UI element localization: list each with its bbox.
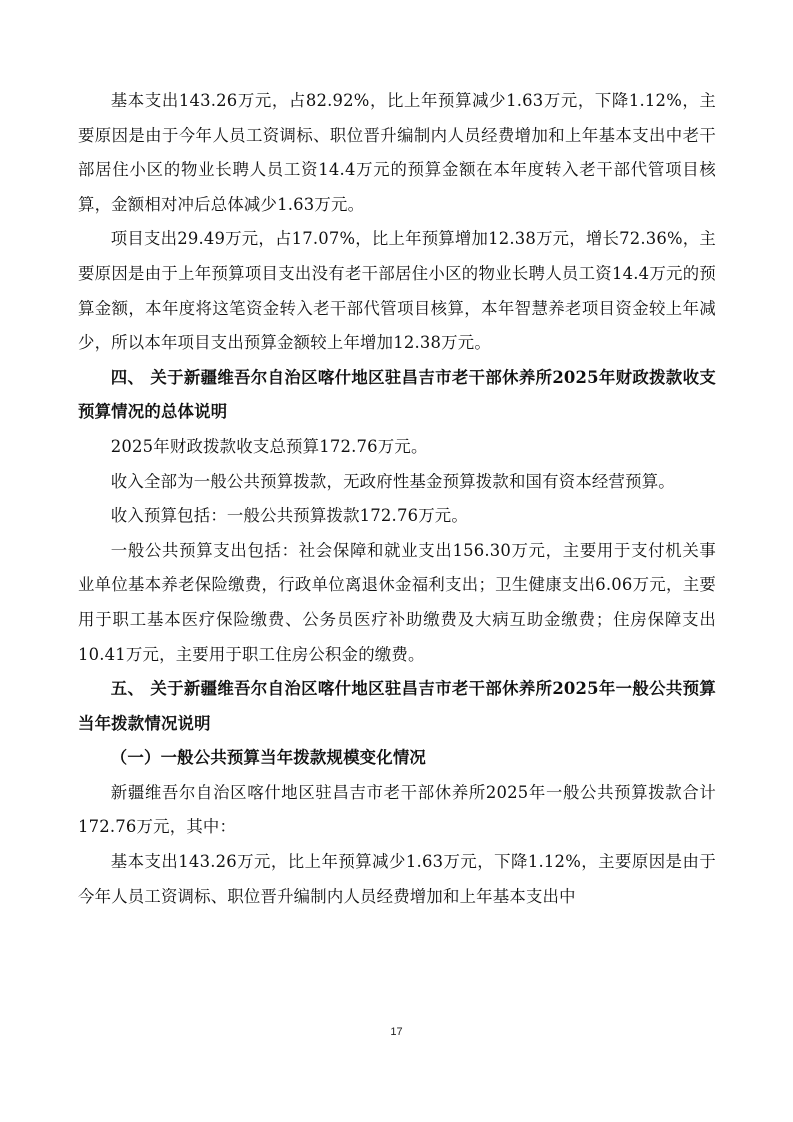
paragraph-income-source: 收入全部为一般公共预算拨款，无政府性基金预算拨款和国有资本经营预算。 bbox=[110, 471, 675, 491]
paragraph-appropriation-total: 新疆维吾尔自治区喀什地区驻昌吉市老干部休养所2025年一般公共预算拨款合计172.76万元，其中： bbox=[78, 782, 716, 837]
document-body bbox=[78, 84, 716, 914]
paragraph-total-budget: 2025年财政拨款收支总预算172.76万元。 bbox=[110, 436, 428, 456]
paragraph-basic-expenditure: 基本支出143.26万元，占82.92%，比上年预算减少1.63万元，下降1.12%，主要原因是由于今年人员工资调标、职位晋升编制内人员经费增加和上年基本支出中老干部居住小区的物业长聘人员工资14.4万元的预算金额在本年度转入老干部代管项目核算，金额相对冲后总体减少1.63万元。 bbox=[78, 91, 716, 214]
paragraph-expenditure-breakdown: 一般公共预算支出包括：社会保障和就业支出156.30万元，主要用于支付机关事业单位基本养老保险缴费，行政单位离退休金福利支出；卫生健康支出6.06万元，主要用于职工基本医疗保险缴费、公务员医疗补助缴费及大病互助金缴费；住房保障支出10.41万元，主要用于职工住房公积金的缴费。 bbox=[78, 540, 716, 664]
paragraph-basic-expenditure-change: 基本支出143.26万元，比上年预算减少1.63万元，下降1.12%，主要原因是由于今年人员工资调标、职位晋升编制内人员经费增加和上年基本支出中 bbox=[78, 852, 716, 906]
section-heading-five: 五、 关于新疆维吾尔自治区喀什地区驻昌吉市老干部休养所2025年一般公共预算当年拨款情况说明 bbox=[78, 679, 716, 733]
paragraph-income-budget: 收入预算包括：一般公共预算拨款172.76万元。 bbox=[110, 506, 468, 526]
page-number: 17 bbox=[390, 1026, 403, 1038]
subsection-heading-one: （一）一般公共预算当年拨款规模变化情况 bbox=[110, 748, 427, 768]
paragraph-project-expenditure: 项目支出29.49万元，占17.07%，比上年预算增加12.38万元，增长72.36%，主要原因是由于上年预算项目支出没有老干部居住小区的物业长聘人员工资14.4万元的预算金额，本年度将这笔资金转入老干部代管项目核算，本年智慧养老项目资金较上年减少，所以本年项目支出预算金额较上年增加12.38万元。 bbox=[78, 229, 716, 353]
section-heading-four: 四、 关于新疆维吾尔自治区喀什地区驻昌吉市老干部休养所2025年财政拨款收支预算情况的总体说明 bbox=[78, 367, 716, 422]
